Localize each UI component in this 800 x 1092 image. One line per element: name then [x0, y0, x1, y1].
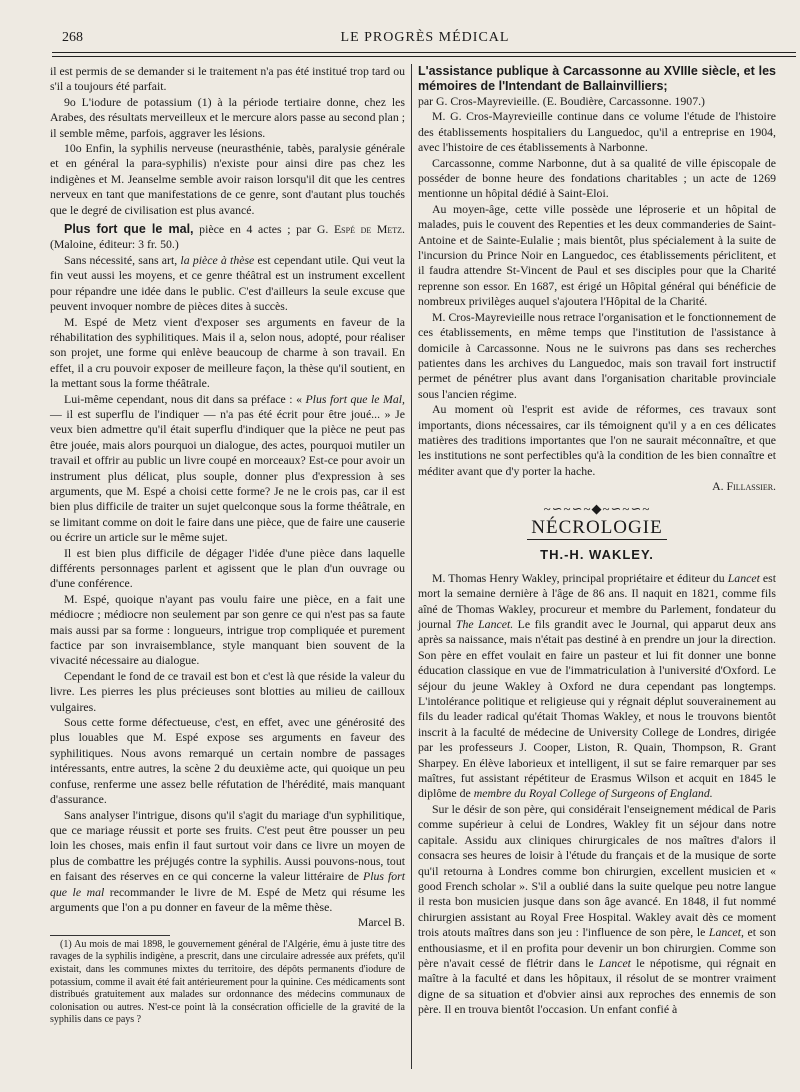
- journal-title: LE PROGRÈS MÉDICAL: [340, 30, 510, 45]
- italic-run: The Lancet.: [455, 617, 514, 631]
- text-run: M. Thomas Henry Wakley, principal propriétaire et éditeur du: [432, 570, 728, 585]
- italic-run: Plus fort que le mal: [50, 869, 405, 899]
- text-run: est cependant utile. Qui veut la fin veut aussi les moyens, et ce genre théâtral est un instrument excellent pour répandre une idée dans le public. C'est d'ailleurs la seule excuse que peuvent invoquer nombre de pièces dites à succès.: [50, 252, 405, 314]
- paragraph-9: 9o L'iodure de potassium (1) à la période tertiaire donne, chez les Arabes, des résultats merveilleux et le mercure alors passe au second plan ; il semble même, parfois, aggraver les lésions.: [50, 94, 405, 140]
- page-header: [62, 30, 788, 52]
- page-number: 268: [62, 30, 83, 45]
- review-paragraph-8: [50, 808, 405, 916]
- left-column: [50, 64, 405, 1027]
- text-run: Lui-même cependant, nous dit dans sa préface : «: [64, 391, 306, 406]
- footnote-text: (1) Au mois de mai 1898, le gouvernement général de l'Algérie, ému à juste titre des ravages de la syphilis indigène, a prescrit, dans une circulaire adressée aux préfets, qu'il existait, dans les communes mixtes du territoire, des dépôts permanents d'iodure de potassium, comme il avait été fait antérieurement pour la quinine. Ces médicaments sont distribués gratuitement aux malades sur ordonnance des médecins communaux de colonisation ou autres. N'est-ce point là la consécration officielle de la gravité de la syphilis dans ce pays ?: [50, 938, 405, 1026]
- right-column: [418, 64, 776, 1018]
- footnote-rule: [50, 935, 170, 936]
- header-rule-top: [52, 52, 796, 53]
- footnote: [50, 939, 405, 1027]
- italic-run: Plus fort que le Mal,: [305, 391, 405, 406]
- review-publisher: (Maloine, éditeur: 3 fr. 50.): [50, 237, 179, 252]
- review-paragraph-7: Sous cette forme défectueuse, c'est, en effet, avec une générosité des plus louables que M. Espé expose ses arguments en faveur des syphilitiques. Nous avons remarqué un certain nombre de passages intéressants, entre autres, la scène 2 du deuxième acte, qui quoique un peu confuse, renferme une assez belle réfutation de l'hérédité, mais manquant d'assurance.: [50, 715, 405, 807]
- review-paragraph-6: Cependant le fond de ce travail est bon et c'est là que réside la valeur du livre. Les pierres les plus précieuses sont blotties au milieu de cailloux vulgaires.: [50, 668, 405, 714]
- paragraph-10: 10o Enfin, la syphilis nerveuse (neurasthénie, tabès, paralysie générale et en général la para-syphilis) n'existe pour ainsi dire pas chez les indigènes et M. Jeanselme semble avoir raison lorsqu'il dit que les centres nerveux en tant que manifestations de ce genre, sont d'autant plus touchés que le degré de civilisation est plus avancé.: [50, 141, 405, 217]
- text-run: et son enthousiasme, et il en profita pour devenir un bon chirurgien. Comme son père n'avait cessé de flétrir dans le: [418, 925, 776, 970]
- header-rule-bottom: [52, 56, 796, 57]
- article-author: par G. Cros-Mayrevieille. (E. Boudière, Carcassonne. 1907.): [418, 94, 705, 108]
- review-author: G. Espé de Metz.: [316, 222, 405, 237]
- article-paragraph-2: Carcassonne, comme Narbonne, dut à sa qualité de ville épiscopale de posséder de bonne heure des fondations charitables ; un acte de 1269 mentionne un hôpital dédié à Saint-Eloi.: [418, 155, 776, 201]
- italic-run: membre du Royal College of Surgeons of England.: [473, 786, 713, 801]
- text-run: Sur le désir de son père, qui considérait l'enseignement médical de Paris comme supérieur à celui de Londres, Wakley fit un séjour dans notre capitale. Assidu aux cliniques chirurgicales de nos maîtres d'alors il consacra ses heures de loisir à l'étude du français et de la musique de sorte qu'il retourna à Londres comme bon chirurgien, excellent musicien et « good French scholar ». S'il a oublié dans la suite quelque peu notre langue il resta bon musicien jusque dans son âge avancé. En 1848, il fut nommé chirurgien assistant au Royal Free Hospital. Wakley avait dès ce moment trois atouts maîtres dans son jeu : l'influence de son père, le: [418, 801, 776, 940]
- article-signature: A. Fillassier.: [712, 479, 776, 494]
- section-ornament: ~∽~∽~◆~∽~∽~: [543, 500, 651, 516]
- text-run: Sans analyser l'intrigue, disons qu'il s'agit du mariage d'un syphilitique, que ce mariage réussit et porte ses fruits. C'est peut être pousser un peu loin les choses, mais enfin il faut surtout voir dans ce livre un moyen de plus de combattre les préjugés contre la syphilis. Aussi pouvons-nous, tout en faisant des réserves en ce qui concerne la valeur littéraire de: [50, 807, 405, 884]
- text-run: Le fils grandit avec le Journal, qui apparut deux ans après sa naissance, mais n'était pas destiné à en prendre un jour la direction. Son père en effet voulait en faire un pasteur et lui fit donner une bonne éducation classique en vue de l'immatriculation à l'université d'Oxford. Le séjour du jeune Wakley à Oxford ne dura cependant pas longtemps. L'intolérance politique et religieuse qui y régnait déplut souverainement au fils du leader radical qu'était Thomas Wakley, et nous le trouvons bientôt inscrit à la faculté de médecine de University College de Londres, dirigée par les professeurs J. Cooper, Liston, R. Quain, Thompson, R. Grant Sharpey. En élève laborieux et intelligent, il sut se faire remarquer par ses maîtres, fut assistant répétiteur de Erasmus Wilson et acquit en 1845 le diplôme de: [418, 617, 777, 801]
- article-paragraph-5: Au moment où l'esprit est avide de réformes, ces travaux sont importants, dions nécessaires, car ils témoignent qu'il y a en ces délicates matières des traditions importantes que l'on ne saurait méconnaître, et que les institutions ne sont perfectibles qu'à la condition de les bien connaître et méditer avant que d'y porter la hache.: [418, 402, 776, 478]
- review-signature: Marcel B.: [357, 915, 405, 930]
- article-paragraph-1: M. G. Cros-Mayrevieille continue dans ce volume l'étude de l'histoire des établissements hospitaliers du Languedoc, qu'il a entreprise en 1904, avec l'histoire de ces établissements à Narbonne.: [418, 109, 776, 155]
- review-paragraph-3: [50, 392, 405, 546]
- review-paragraph-1: [50, 253, 405, 315]
- article-paragraph-4: M. Cros-Mayrevieille nous retrace l'organisation et le fonctionnement de ces établissements, en même temps que l'institution de l'assistance à domicile à Carcassonne. Nous ne le suivrons pas dans ses recherches patientes dans les archives du Languedoc, mais son travail fort instructif permet de pénétrer plus avant dans l'organisation charitable provinciale sous l'ancien régime.: [418, 309, 776, 401]
- text-run: — il est superflu de l'indiquer — n'a pas été écrit pour être joué... » Je veux bien admettre qu'il était superflu d'indiquer que la pièce ne peut pas être jouée, mais alors pourquoi un dialogue, des actes, pourquoi mutiler un travail et offrir au public un livre coupé en morceaux? Est-ce pour avoir un instrument plus délicat, plus souple, donner plus d'expression à ses arguments, que M. Espé a choisi cette forme? Je ne le crois pas, car il est bien plus difficile de traiter un sujet quelconque sous la forme théâtrale, en se limitant comme on doit le faire dans une pièce, que de faire une causerie ou écrire un article sur le même sujet.: [50, 406, 405, 545]
- article-heading: L'assistance publique à Carcassonne au XVIIIe siècle, et les mémoires de l'Intendant de Ballainvilliers;: [418, 64, 776, 93]
- review-heading: [50, 222, 405, 253]
- italic-run: Lancet,: [708, 925, 744, 940]
- review-title: Plus fort que le mal,: [64, 222, 194, 237]
- necrology-paragraph-2: [418, 802, 776, 1018]
- necrology-paragraph-1: [418, 571, 776, 802]
- necrology-rule: [527, 539, 667, 540]
- text-run: Sans nécessité, sans art,: [64, 252, 181, 267]
- text-run: le népotisme, qui régnait en maître à la faculté et dans les hôpitaux, il résolut de se montrer vraiment digne de sa situation et d'obvier ainsi aux reproches des ennemis de son père. Il en trouva bientôt l'occasion. Un enfant confié à: [418, 955, 776, 1017]
- review-paragraph-4: Il est bien plus difficile de dégager l'idée d'une pièce dans laquelle différents personnages parlent et agissent que le plan d'un ouvrage ou d'une conférence.: [50, 545, 405, 591]
- review-paragraph-2: M. Espé de Metz vient d'exposer ses arguments en faveur de la réhabilitation des syphilitiques. Mais il a, selon nous, adopté, pour réaliser son projet, une forme qui enlève beaucoup de charme à son travail. En effet, il a cru pouvoir exposer de meilleure façon, la thèse qu'il soutient, en la mettant sous la forme théâtrale.: [50, 314, 405, 391]
- necrology-name: TH.-H. WAKLEY.: [540, 547, 654, 563]
- article-paragraph-3: Au moyen-âge, cette ville possède une léproserie et un hôpital de malades, puis le couvent des Repenties et les deux commanderies de Saint-Antoine et de Sainte-Eulalie ; mais bientôt, plus spécialement à la suite de l'incursion du Prince Noir en Languedoc, ces établissements périclitent, et il faudra attendre St-Vincent de Paul et ses disciples pour que la Charité reprenne son essor. En 1687, est érigé un Hôpital général qui bénéficie de nombreux privilèges auquel s'ajoutera l'Hôpital de la Charité.: [418, 201, 776, 309]
- text-run: recommander le livre de M. Espé de Metz qui résume les arguments que l'on a pu donner en faveur de la même thèse.: [50, 884, 405, 914]
- paragraph-intro: il est permis de se demander si le traitement n'a pas été institué trop tard ou s'il a toujours été parfait.: [50, 64, 405, 94]
- text-run: est mort la semaine dernière à l'âge de 86 ans. Il naquit en 1821, comme fils aîné de Thomas Wakley, procureur et membre du Parlement, fondateur du journal: [418, 570, 776, 631]
- italic-run: Lancet: [727, 570, 760, 585]
- necrology-title: NÉCROLOGIE: [531, 516, 663, 538]
- review-paragraph-5: M. Espé, quoique n'ayant pas voulu faire une pièce, en a fait une médiocre ; médiocre non seulement par son genre ce qui n'est pas sa faute mais aussi par sa forme : longueurs, intrigue trop compliquée et purement factice par son invraisemblance, style manquant bien souvent de la vivacité nécessaire au dialogue.: [50, 591, 405, 668]
- italic-run: la pièce à thèse: [180, 252, 255, 267]
- review-heading-part: pièce en 4 actes ; par: [193, 222, 317, 237]
- column-divider: [411, 64, 412, 1069]
- italic-run: Lancet: [598, 955, 631, 970]
